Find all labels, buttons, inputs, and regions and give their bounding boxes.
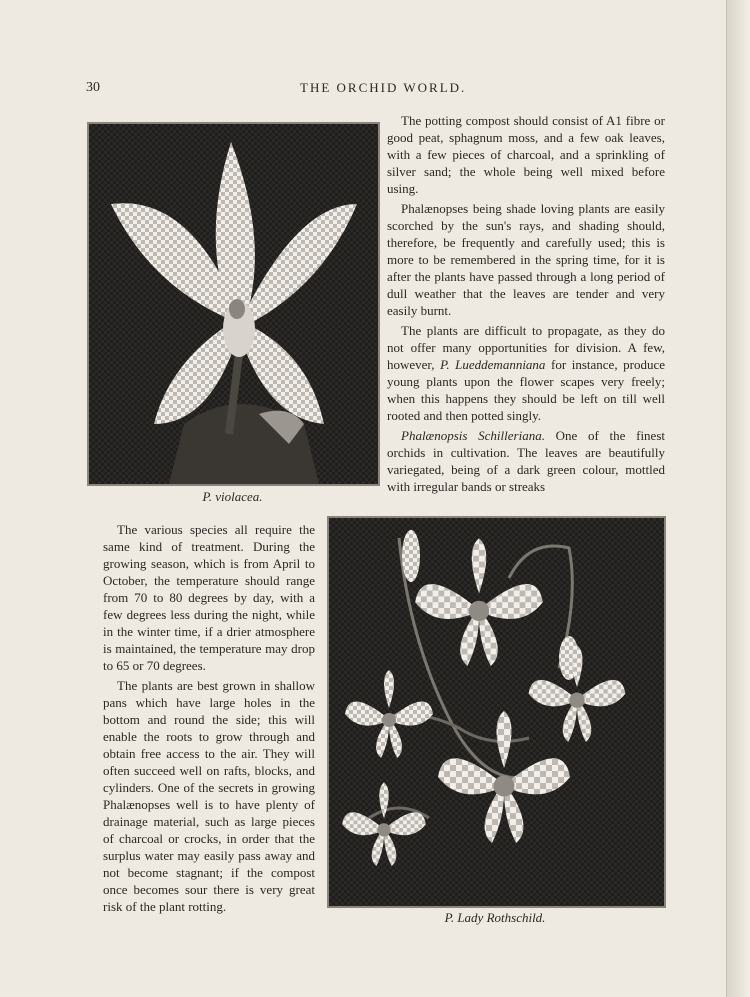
photo-phalaenopsis-violacea (87, 122, 380, 486)
paragraph: The various species all require the same kind of treatment. During the growing season, which is from April to October, the temperature should range from 70 to 80 degrees by day, with a few degrees less during the night, while in the winter time, if a drier atmosphere is maintained, the temperature may drop to 65 or 70 degrees. (103, 522, 315, 673)
paragraph: The plants are best grown in shallow pans which have large holes in the bottom and round the side; this will enable the roots to grow through and obtain free access to the air. They will often succeed well on rafts, blocks, and cylinders. One of the secrets in growing Phalænopses well is to have plenty of drainage material, such as large pieces of charcoal or crocks, in order that the surplus water may easily pass away and not become stagnant; if the compost once becomes sour there is very great risk of the plant rotting. (103, 678, 315, 914)
left-column-text (103, 521, 315, 918)
paragraph-text: The plants are difficult to propagate, as they do not offer many opportunities for division. A few, however, (387, 323, 665, 372)
species-name: P. Lueddemanniana (440, 357, 546, 372)
page-edge (726, 0, 750, 997)
paragraph-text: One of the finest orchids in cultivation. The leaves are beautifully variegated, being of a dark green colour, mottled with irregular bands or streaks (387, 428, 665, 494)
right-column-text (387, 112, 665, 498)
page-number: 30 (86, 80, 100, 95)
species-name: Phalænopsis Schilleriana. (401, 428, 545, 443)
paragraph-text: for instance, produce young plants upon the flower scapes very freely; when this happens they should be left on till well rooted and then potted singly. (387, 357, 666, 423)
paragraph (387, 322, 665, 424)
figure-caption: P. Lady Rothschild. (444, 910, 546, 925)
photo-phalaenopsis-lady-rothschild (327, 516, 666, 908)
paragraph: The potting compost should consist of A1 fibre or good peat, sphagnum moss, and a few oak leaves, with a few pieces of charcoal, and a sprinkling of silver sand; the whole being well mixed before using. (387, 113, 665, 196)
paragraph (387, 427, 665, 495)
running-title: THE ORCHID WORLD. (300, 80, 467, 95)
paragraph: Phalænopses being shade loving plants are easily scorched by the sun's rays, and shading should, therefore, be frequently and carefully used; this is more to be remembered in the spring time, for it is after the plants have passed through a long period of dull weather that the leaves are tender and very easily burnt. (387, 201, 665, 318)
figure-caption: P. violacea. (202, 489, 263, 504)
